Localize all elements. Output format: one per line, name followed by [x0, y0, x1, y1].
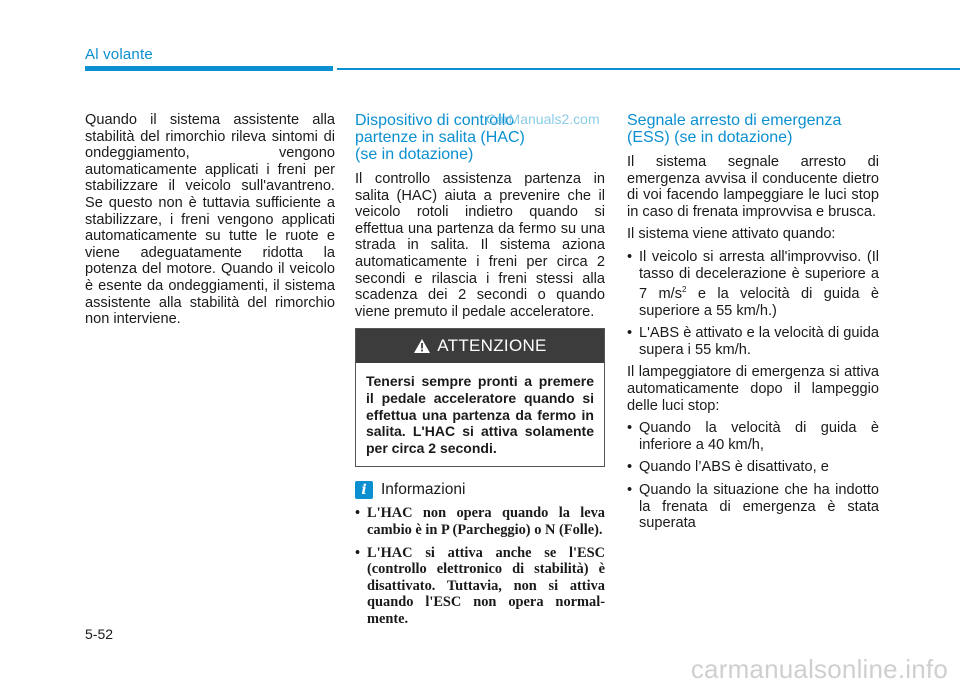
hac-heading-line-3: (se in dotazione) — [355, 146, 474, 163]
ess-heading-line-1: Segnale arresto di emergenza — [627, 112, 842, 129]
ess-paragraph-3: Il lampeggiatore di emergenza si attiva automaticamente dopo il lampeggio delle luci stop: — [627, 364, 879, 414]
ess-activation-list — [627, 249, 879, 358]
info-item: • L'HAC si attiva anche se l'ESC (controllo elettronico di stabilità) è disattivato. Tuttavia, non si attiva quando l'ESC non opera normal-mente. — [355, 545, 605, 628]
list-item: • Quando la situazione che ha indotto la frenata di emergenza è stata superata — [627, 482, 879, 532]
watermark-bottom: carmanualsonline.info — [690, 654, 948, 684]
info-title: Informazioni — [381, 481, 466, 499]
watermark-top: CarManuals2.com — [486, 111, 600, 127]
tsa-paragraph: Quando il sistema assistente alla stabilità del rimorchio rileva sintomi di ondeggiamento, vengono automaticamente applicati i freni per stabilizzare il veicolo sull'avantreno. Se questo non è tuttavia sufficiente a stabilizzare, i freni vengono applicati automaticamente su tutte le ruote e viene adeguatamente ridotta la potenza del motore. Quando il veicolo è esente da ondeggiamenti, il sistema assistente alla stabilità del rimorchio non interviene. — [85, 112, 335, 328]
header-rule-thin — [337, 68, 960, 70]
ess-paragraph-2: Il sistema viene attivato quando: — [627, 226, 836, 243]
warning-triangle-icon — [413, 338, 431, 354]
column-middle — [355, 112, 605, 633]
list-item: • Quando la velocità di guida è inferiore a 40 km/h, — [627, 420, 879, 453]
warning-box — [355, 328, 605, 467]
info-icon: i — [355, 481, 373, 499]
column-right — [627, 112, 879, 538]
list-item: • L'ABS è attivato e la velocità di guida supera i 55 km/h. — [627, 325, 879, 358]
superscript: 2 — [682, 285, 687, 295]
warning-title: ATTENZIONE — [437, 336, 547, 356]
info-item: • L'HAC non opera quando la leva cambio è in P (Parcheggio) o N (Folle). — [355, 505, 605, 538]
list-item — [627, 249, 879, 319]
page-number: 5-52 — [85, 626, 114, 642]
list-item-text: Il veicolo si arresta all'improvviso. (Il tasso di decelerazione è superiore a 7 m/s — [639, 248, 879, 303]
section-title: Al volante — [85, 46, 153, 63]
list-item-text: e la velocità di guida è superiore a 55 km/h.) — [639, 286, 880, 319]
hac-heading-line-2: partenze in salita (HAC) — [355, 129, 525, 146]
ess-hazard-list — [627, 420, 879, 532]
ess-paragraph-1: Il sistema segnale arresto di emergenza avvisa il conducente dietro di voi facendo lampeggiare le luci stop in caso di frenata improvvisa e brusca. — [627, 154, 879, 220]
info-list — [355, 505, 605, 627]
info-header — [355, 481, 605, 499]
warning-body: Tenersi sempre pronti a premere il pedale acceleratore quando si effettua una partenza da fermo in salita. L'HAC si attiva solamente per circa 2 secondi. — [366, 373, 594, 456]
list-item: • Quando l’ABS è disattivato, e — [627, 459, 879, 476]
ess-heading-line-2: (ESS) (se in dotazione) — [627, 129, 793, 146]
hac-paragraph: Il controllo assistenza partenza in salita (HAC) aiuta a prevenire che il veicolo rotoli indietro quando si effettua una partenza da fermo su una strada in salita. Il sistema aziona automaticamente i freni per circa 2 secondi e rilascia i freni stessi alla scadenza dei 2 secondi o quando viene premuto il pedale acceleratore. — [355, 171, 605, 320]
header-rule-thick — [85, 66, 333, 71]
hac-heading-line-1: Dispositivo di controllo — [355, 112, 515, 129]
warning-header — [356, 329, 604, 363]
ess-heading — [627, 112, 879, 146]
column-left — [85, 112, 335, 328]
